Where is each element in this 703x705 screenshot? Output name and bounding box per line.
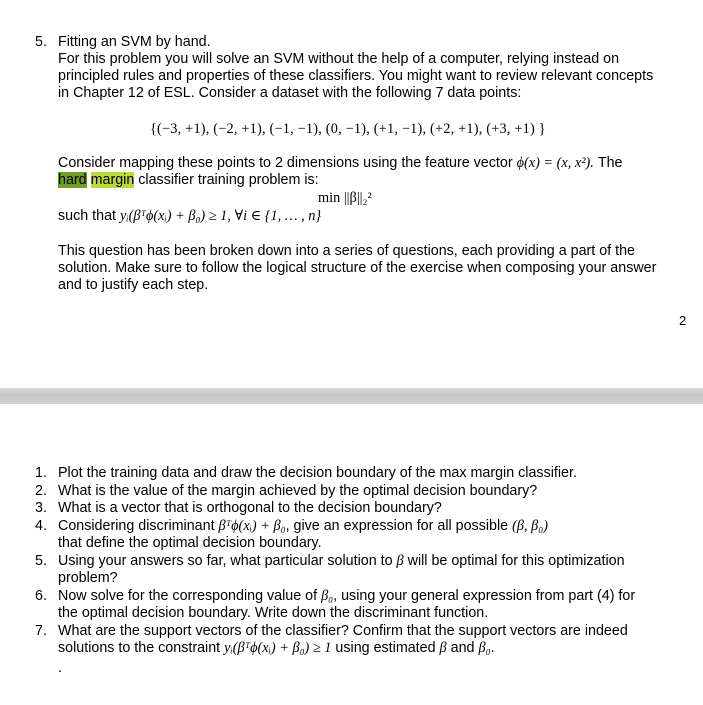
question-6-post: , using your general expression from part (4) for <box>333 588 636 604</box>
question-7-line-2 <box>58 640 495 657</box>
highlight-hard: hard <box>58 172 87 188</box>
discriminant-formula: βᵀϕ(xᵢ) + β₀ <box>218 518 286 534</box>
feature-map-formula: ϕ(x) = (x, x²). <box>516 155 594 171</box>
beta-symbol: β <box>396 553 404 569</box>
constraint-formula: yᵢ(βᵀϕ(xᵢ) + β₀) ≥ 1, ∀i ∈ {1, … , n} <box>120 208 322 224</box>
question-2-number: 2. <box>35 483 47 499</box>
question-5-line-1 <box>58 553 625 570</box>
problem-heading: Fitting an SVM by hand. <box>58 34 211 50</box>
structure-line-2: solution. Make sure to follow the logical structure of the exercise when composing your answer <box>58 260 657 276</box>
question-6-pre: Now solve for the corresponding value of <box>58 588 322 604</box>
beta-pair-formula: (β, β₀) <box>512 518 548 534</box>
page-number: 2 <box>679 313 687 328</box>
problem-number: 5. <box>35 34 47 50</box>
question-7-end: . <box>490 640 495 656</box>
intro-line-3: in Chapter 12 of ESL. Consider a dataset with the following 7 data points: <box>58 85 522 101</box>
beta0-symbol-2: β₀ <box>478 640 491 656</box>
question-4-line-1 <box>58 518 548 535</box>
problem-intro-line <box>58 172 319 189</box>
question-7-pre: solutions to the constraint <box>58 640 225 656</box>
structure-line-3: and to justify each step. <box>58 277 209 293</box>
support-constraint-formula: yᵢ(βᵀϕ(xᵢ) + β₀) ≥ 1 <box>224 640 332 656</box>
question-7-mid: using estimated <box>331 640 440 656</box>
question-4-number: 4. <box>35 518 47 534</box>
mapping-prefix: Consider mapping these points to 2 dimensions using the feature vector <box>58 155 517 171</box>
question-7-and: and <box>446 640 479 656</box>
question-6-line-2: the optimal decision boundary. Write down the discriminant function. <box>58 605 489 621</box>
question-7-number: 7. <box>35 623 47 639</box>
question-6-number: 6. <box>35 588 47 604</box>
objective-formula: min ||β||₂² <box>318 190 372 206</box>
page-break-gap <box>0 388 703 404</box>
problem-suffix: classifier training problem is: <box>134 172 319 188</box>
intro-line-1: For this problem you will solve an SVM without the help of a computer, relying instead on <box>58 51 620 67</box>
data-points-set: {(−3, +1), (−2, +1), (−1, −1), (0, −1), (+1, −1), (+2, +1), (+3, +1) } <box>150 121 546 137</box>
question-1-text: Plot the training data and draw the decision boundary of the max margin classifier. <box>58 465 577 481</box>
beta0-symbol: β₀ <box>321 588 334 604</box>
question-7-line-1: What are the support vectors of the classifier? Confirm that the support vectors are indeed <box>58 623 628 639</box>
question-4-line-2: that define the optimal decision boundary. <box>58 535 322 551</box>
structure-line-1: This question has been broken down into a series of questions, each providing a part of the <box>58 243 636 259</box>
question-2-text: What is the value of the margin achieved by the optimal decision boundary? <box>58 483 538 499</box>
question-1-number: 1. <box>35 465 47 481</box>
trailing-mark: . <box>58 660 62 676</box>
question-5-line-2: problem? <box>58 570 118 586</box>
question-3-text: What is a vector that is orthogonal to the decision boundary? <box>58 500 442 516</box>
question-3-number: 3. <box>35 500 47 516</box>
question-5-number: 5. <box>35 553 47 569</box>
mapping-suffix: The <box>593 155 623 171</box>
question-4-mid: , give an expression for all possible <box>285 518 513 534</box>
constraint-prefix: such that <box>58 208 120 224</box>
question-5-pre: Using your answers so far, what particular solution to <box>58 553 397 569</box>
highlight-margin: margin <box>90 172 135 188</box>
question-6-line-1 <box>58 588 635 605</box>
question-4-pre: Considering discriminant <box>58 518 219 534</box>
intro-line-2: principled rules and properties of these classifiers. You might want to review relevant concepts <box>58 68 654 84</box>
document-page-2 <box>0 404 703 705</box>
constraint-line <box>58 208 321 225</box>
question-5-post: will be optimal for this optimization <box>403 553 625 569</box>
beta-symbol-2: β <box>439 640 447 656</box>
mapping-line <box>58 155 622 172</box>
